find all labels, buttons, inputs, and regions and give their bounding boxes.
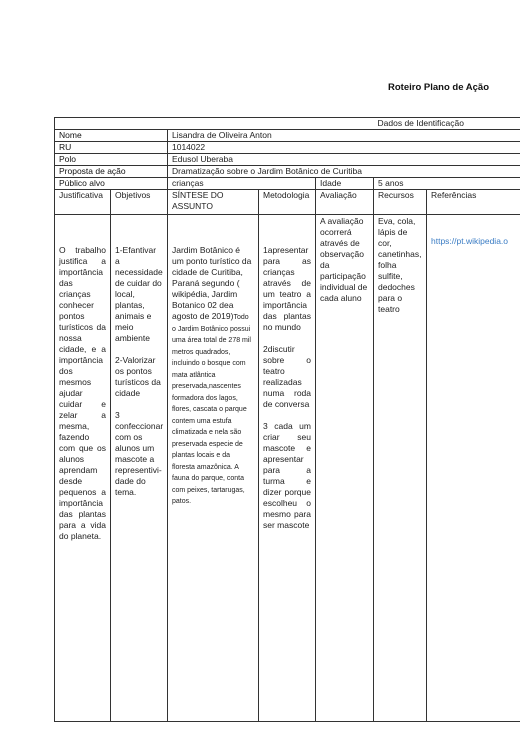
idade-label: Idade: [316, 178, 374, 190]
col-justificativa: Justificativa: [55, 190, 111, 215]
metodologia-cell: [259, 215, 316, 722]
metodologia-2: 2discutir sobre o teatro realizadas numa roda de conversa: [263, 344, 311, 409]
objetivo-1: 1-Efantivar a necessidade de cuidar do local, plantas, animais e meio ambiente: [115, 245, 163, 343]
section-header: Dados de Identificação: [55, 118, 520, 130]
col-recursos: Recursos: [374, 190, 427, 215]
polo-value: Edusol Uberaba: [168, 154, 520, 166]
publico-label: Público alvo: [55, 178, 168, 190]
col-sintese: SÍNTESE DO ASSUNTO: [168, 190, 259, 215]
action-plan-table: [54, 117, 520, 722]
recursos-text: Eva, cola, lápis de cor, canetinhas, folha sulfite, dedoches para o teatro: [374, 215, 427, 722]
metodologia-3: 3 cada um criar seu mascote e apresentar para a turma e dizer porque escolheu o mesmo para ser mascote: [263, 421, 311, 530]
publico-value: crianças: [168, 178, 316, 190]
objetivo-3: 3 confeccionar com os alunos um mascote a representivi-dade do tema.: [115, 410, 164, 497]
col-referencias: Referências: [427, 190, 520, 215]
polo-label: Polo: [55, 154, 168, 166]
referencias-cell: [427, 215, 520, 722]
reference-link[interactable]: https://pt.wikipedia.o: [431, 236, 509, 246]
ru-value: 1014022: [168, 142, 520, 154]
objetivos-cell: [111, 215, 168, 722]
ru-label: RU: [55, 142, 168, 154]
justificativa-text: O trabalho justifica a importância das crianças conhecer pontos turísticos da nossa cidade, e a importância dos mesmos ajudar cuidar e zelar a mesma, fazendo com que os alunos aprendam desde pequenos a importância das plantas para a vida do planeta.: [55, 215, 111, 722]
col-objetivos: Objetivos: [111, 190, 168, 215]
sintese-intro: Jardim Botânico é um ponto turístico da cidade de Curitiba, Paraná segundo ( wikipédia, Jardim Botanico 02 dea agosto de 2019): [172, 245, 252, 321]
avaliacao-text: A avaliação ocorrerá através de observação da participação individual de cada aluno: [316, 215, 374, 722]
col-metodologia: Metodologia: [259, 190, 316, 215]
proposta-value: Dramatização sobre o Jardim Botânico de Curitiba: [168, 166, 520, 178]
document-title: Roteiro Plano de Ação: [388, 82, 489, 93]
metodologia-1: 1apresentar para as crianças através de um teatro a importância das plantas no mundo: [263, 245, 311, 332]
nome-value: Lisandra de Oliveira Anton: [168, 130, 520, 142]
proposta-label: Proposta de ação: [55, 166, 168, 178]
nome-label: Nome: [55, 130, 168, 142]
objetivo-2: 2-Valorizar os pontos turísticos da cidade: [115, 355, 161, 398]
idade-value: 5 anos: [374, 178, 520, 190]
sintese-cell: [168, 215, 259, 722]
sintese-detail: Todo o Jardim Botânico possui uma área total de 278 mil metros quadrados, incluindo o bosque com mata atlântica preservada,nascentes formadora dos lagos, flores, cascata o parque contem uma estufa climatizada e nela são preservada especie de plantas locais e da floresta amazônica. A fauna do parque, conta com peixes, tartarugas, patos.: [172, 314, 251, 505]
col-avaliacao: Avaliação: [316, 190, 374, 215]
